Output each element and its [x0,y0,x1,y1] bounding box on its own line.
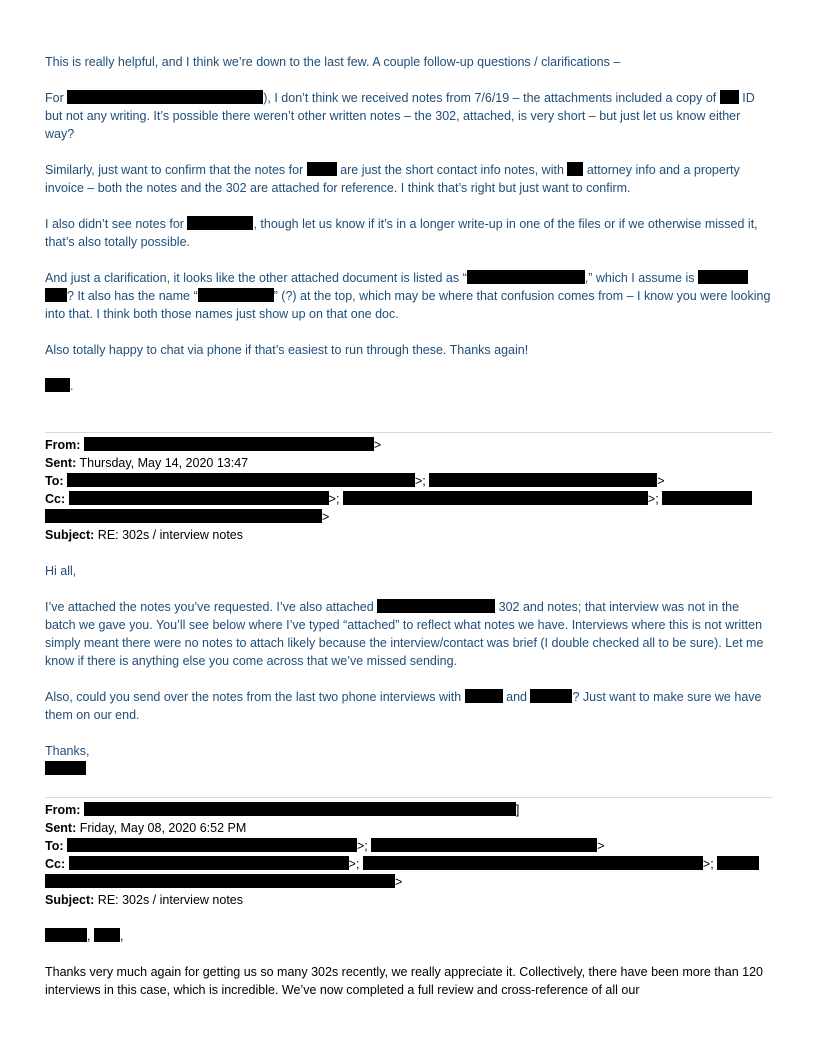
reply-paragraph-1: This is really helpful, and I think we’re down to the last few. A couple follow-up questions / clarifications – [45,55,621,69]
email-separator [45,797,772,798]
redaction-block [467,270,585,284]
redaction-block [343,491,648,505]
redaction-block [45,761,86,775]
redaction-block [69,491,329,505]
email3-body: Thanks very much again for getting us so many 302s recently, we really appreciate it. Collectively, there have been more than 120 interviews in this case, which is incredible. We’ve now completed a full review and cross-reference of all our [45,965,763,997]
email2-paragraph-1: I’ve attached the notes you’ve requested. I’ve also attached 302 and notes; that interview was not in the batch we gave you. You’ll see below where I’ve typed “attached” to reflect what notes we have. Interviews where this is not written simply meant there were no notes to attach likely because the interview/contact was brief (I double checked all to be sure). Let me know if there is anything else you come across that we’ve missed sending. [45,600,764,668]
redaction-block [567,162,583,176]
email2-signature [45,760,772,778]
redaction-block [187,216,253,230]
reply-paragraph-4: I also didn’t see notes for , though let us know if it’s in a longer write-up in one of the files or if we otherwise missed it, that’s also totally possible. [45,217,758,249]
redaction-block [371,838,597,852]
redaction-block [67,838,357,852]
redaction-block [45,288,67,302]
email3-to: To: >; > [45,839,605,853]
email2-closing: Thanks, [45,744,90,758]
redaction-block [717,856,759,870]
redaction-block [45,874,395,888]
email3-greeting: , , [45,927,772,945]
redaction-block [698,270,748,284]
email2-from: From: > [45,438,382,452]
reply-signature: . [45,377,772,395]
redaction-block [429,473,657,487]
redaction-block [84,802,516,816]
reply-paragraph-5: And just a clarification, it looks like the other attached document is listed as “ ,” which I assume is ? It also has the name “ ” (?) at the top, which may be where that confusion comes from – I know you were looking into that. I think both those names just show up on that one doc. [45,271,771,321]
email2-cc-cont: > [45,508,772,526]
reply-paragraph-6: Also totally happy to chat via phone if that’s easiest to run through these. Thanks again! [45,343,529,357]
redaction-block [465,689,503,703]
redaction-block [530,689,572,703]
redaction-block [67,90,263,104]
email3-subject: Subject: RE: 302s / interview notes [45,893,243,907]
email3-from: From: ] [45,803,520,817]
redaction-block [94,928,120,942]
redaction-block [662,491,752,505]
redaction-block [69,856,349,870]
redaction-block [363,856,703,870]
redaction-block [67,473,415,487]
redaction-block [45,509,322,523]
redaction-block [84,437,374,451]
email-separator [45,432,772,433]
email2-subject: Subject: RE: 302s / interview notes [45,528,243,542]
email2-cc: Cc: >; >; [45,490,772,508]
email3-cc-cont: > [45,873,772,891]
email2-greeting: Hi all, [45,564,77,578]
redaction-block [720,90,739,104]
redaction-block [198,288,274,302]
redaction-block [45,378,70,392]
redaction-block [45,928,87,942]
redaction-block [307,162,337,176]
email2-paragraph-2: Also, could you send over the notes from the last two phone interviews with and ? Just want to make sure we have them on our end. [45,690,762,722]
email3-sent: Sent: Friday, May 08, 2020 6:52 PM [45,821,247,835]
reply-paragraph-2: For ), I don’t think we received notes from 7/6/19 – the attachments included a copy of ID but not any writing. It’s possible there weren’t other written notes – the 302, attached, is very short – but just let us know either way? [45,91,755,141]
redaction-block [377,599,495,613]
reply-paragraph-3: Similarly, just want to confirm that the notes for are just the short contact info notes, with attorney info and a property invoice – both the notes and the 302 are attached for reference. I think that’s right but just want to confirm. [45,163,740,195]
email2-to: To: >; > [45,474,665,488]
email2-sent: Sent: Thursday, May 14, 2020 13:47 [45,456,249,470]
email3-cc: Cc: >; >; [45,855,772,873]
